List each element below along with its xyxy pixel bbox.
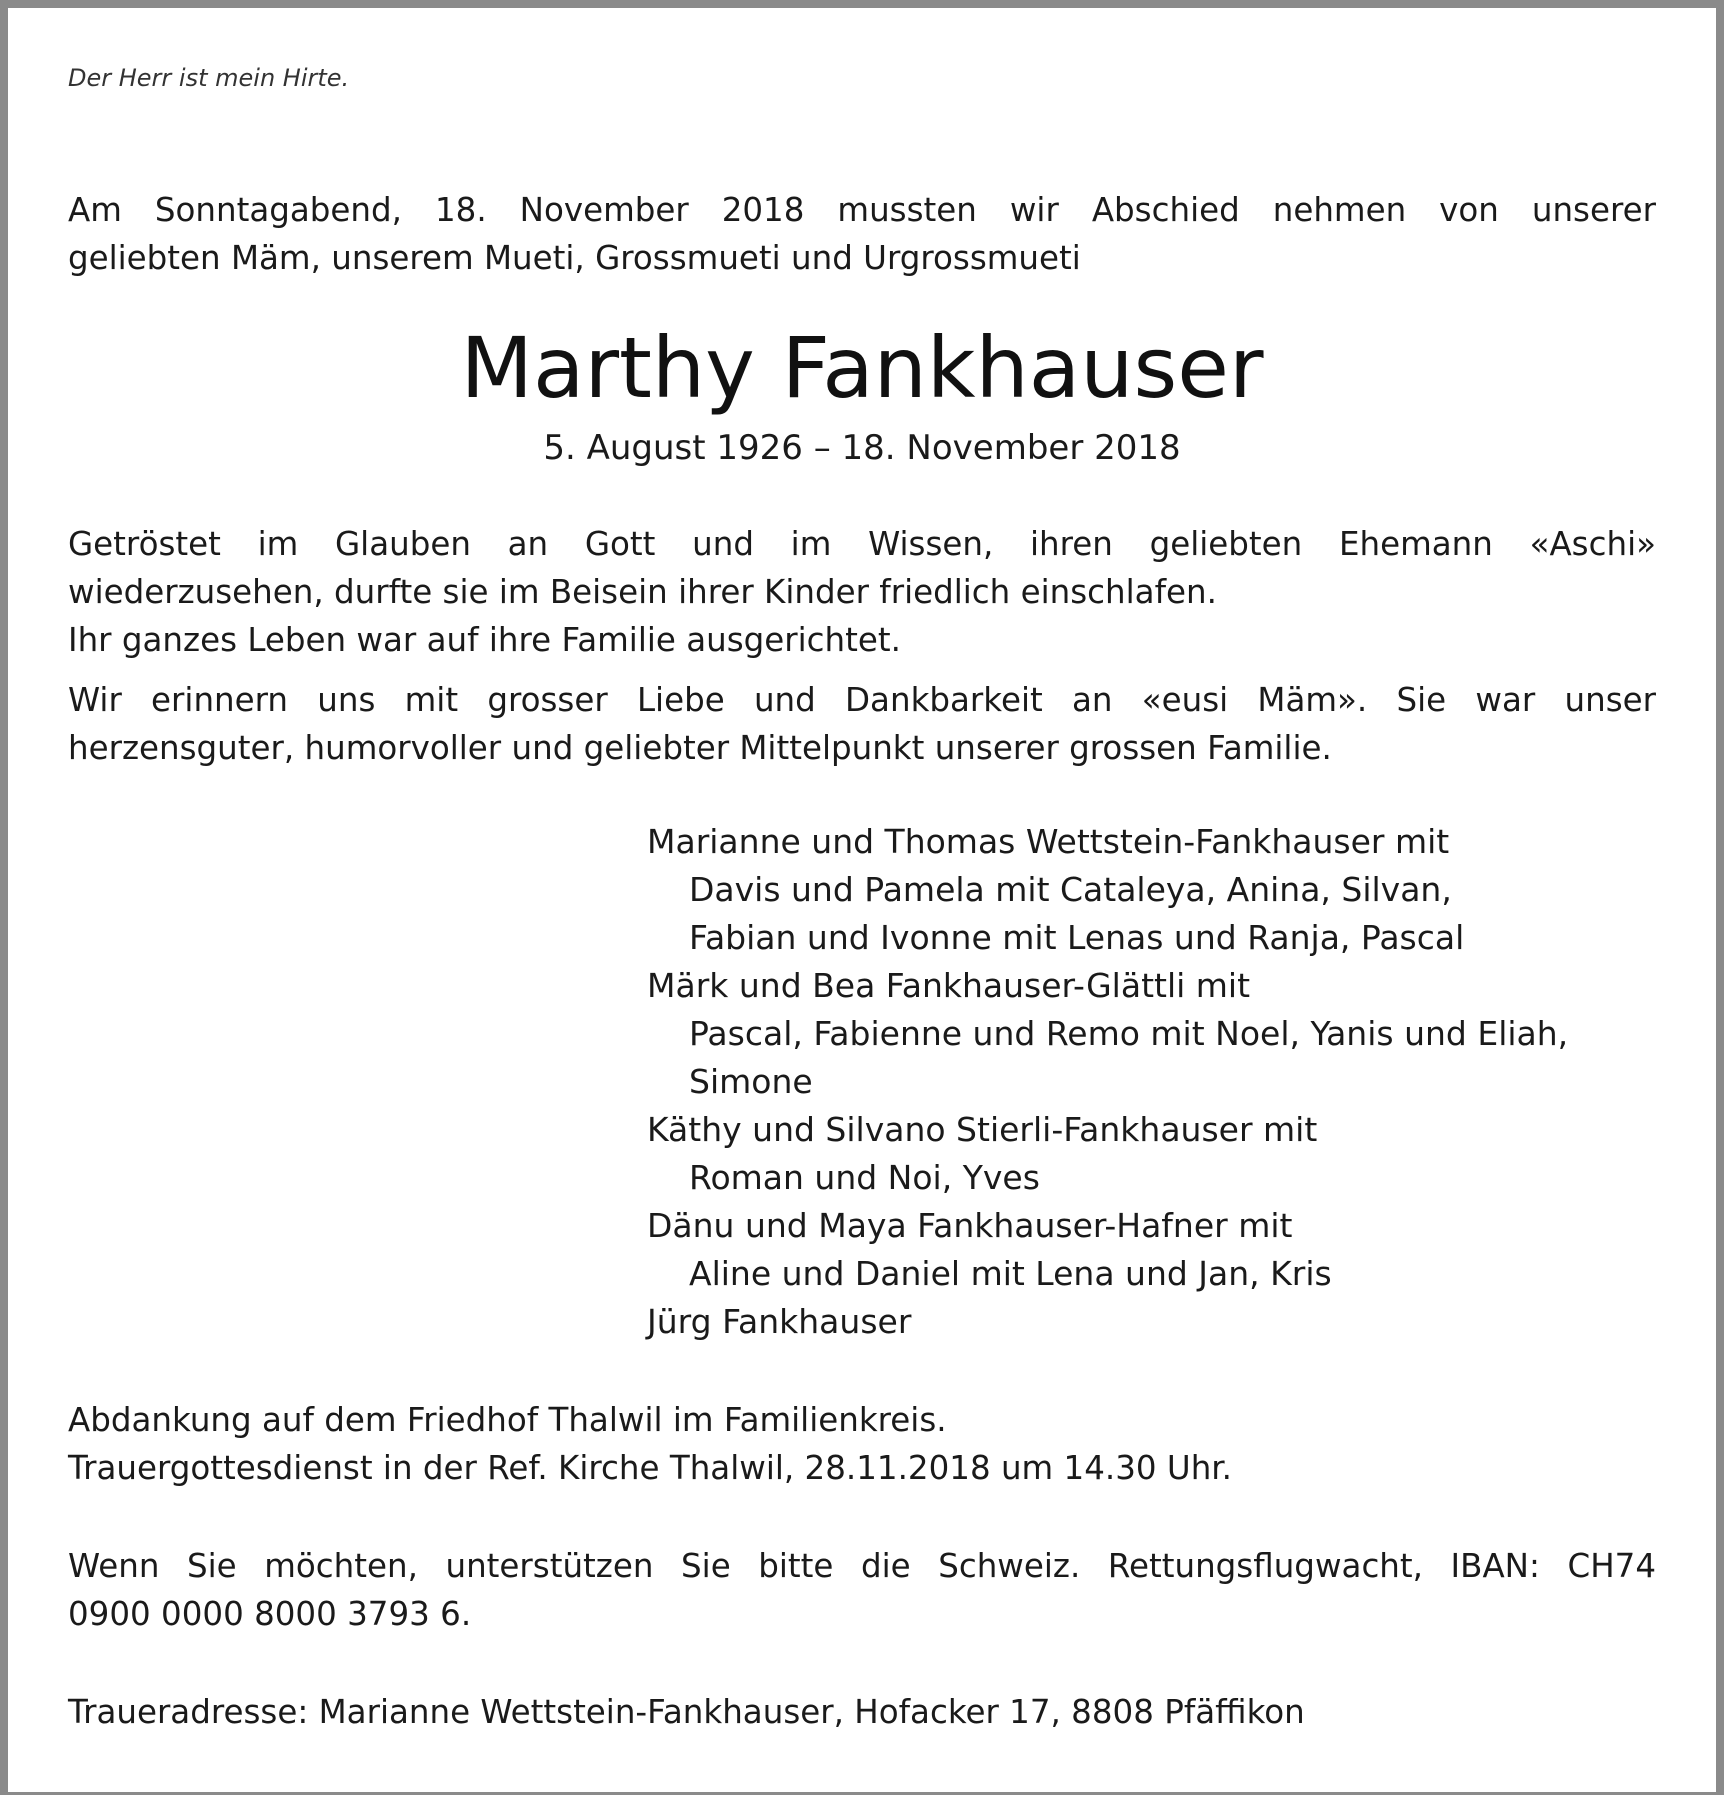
family-member-line: Märk und Bea Fankhauser-Glättli mit [647,966,1251,1005]
service-line: Abdankung auf dem Friedhof Thalwil im Familienkreis. [68,1401,947,1439]
family-member-line: Käthy und Silvano Stierli-Fankhauser mit [647,1110,1318,1149]
family-member-line: Marianne und Thomas Wettstein-Fankhauser mit [647,822,1450,861]
family-member-line: Roman und Noi, Yves [689,1158,1040,1197]
remembrance-line: herzensguter, humorvoller und geliebter Mittelpunkt unserer grossen Familie. [68,729,1332,767]
consolation-line: wiederzusehen, durfte sie im Beisein ihrer Kinder friedlich einschlafen. [68,573,1217,611]
family-member-line: Davis und Pamela mit Cataleya, Anina, Silvan, [689,870,1452,909]
donation-line: 0900 0000 8000 3793 6. [68,1595,472,1633]
mourning-address: Traueradresse: Marianne Wettstein-Fankhauser, Hofacker 17, 8808 Pfäffikon [68,1693,1305,1731]
service-line: Trauergottesdienst in der Ref. Kirche Thalwil, 28.11.2018 um 14.30 Uhr. [68,1449,1233,1487]
donation-paragraph [68,1542,1656,1638]
family-member-line: Dänu und Maya Fankhauser-Hafner mit [647,1206,1293,1245]
motto: Der Herr ist mein Hirte. [68,64,350,92]
consolation-paragraph [68,520,1656,664]
family-list [647,818,1657,1346]
family-member-line: Simone [689,1062,813,1101]
service-paragraph [68,1396,1656,1492]
family-member-line: Aline und Daniel mit Lena und Jan, Kris [689,1254,1332,1293]
remembrance-line: Wir erinnern uns mit grosser Liebe und Dankbarkeit an «eusi Mäm». Sie war unser [68,681,1656,719]
family-member-line: Pascal, Fabienne und Remo mit Noel, Yanis und Eliah, [689,1014,1569,1053]
address-paragraph [68,1688,1656,1736]
remembrance-paragraph [68,676,1656,772]
intro-line: geliebten Mäm, unserem Mueti, Grossmueti und Urgrossmueti [68,239,1081,277]
consolation-line: Ihr ganzes Leben war auf ihre Familie ausgerichtet. [68,621,901,659]
deceased-name: Marthy Fankhauser [460,319,1264,417]
consolation-line: Getröstet im Glauben an Gott und im Wissen, ihren geliebten Ehemann «Aschi» [68,525,1656,563]
intro-paragraph [68,186,1656,282]
family-member-line: Jürg Fankhauser [647,1302,912,1341]
family-member-line: Fabian und Ivonne mit Lenas und Ranja, Pascal [689,918,1465,957]
life-dates: 5. August 1926 – 18. November 2018 [543,428,1181,468]
intro-line: Am Sonntagabend, 18. November 2018 mussten wir Abschied nehmen von unserer [68,191,1656,229]
donation-line: Wenn Sie möchten, unterstützen Sie bitte die Schweiz. Rettungsflugwacht, IBAN: CH74 [68,1547,1656,1585]
